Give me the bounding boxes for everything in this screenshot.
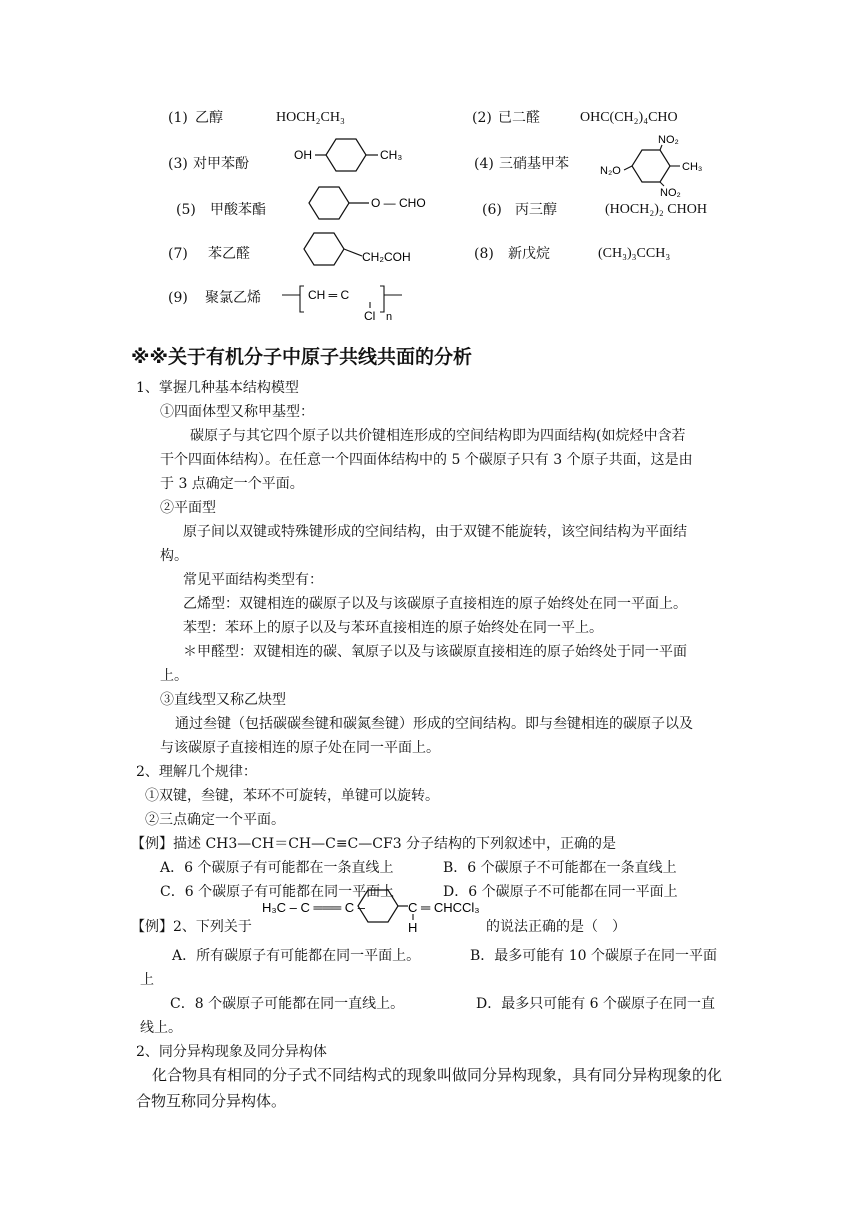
compound-num: (1)	[168, 110, 188, 126]
svg-text:NO₂: NO₂	[660, 187, 681, 198]
compound-num: (2)	[472, 110, 492, 126]
text-line: ②三点确定一个平面。	[145, 812, 285, 828]
option-a: A．6 个碳原子有可能都在一条直线上	[160, 860, 394, 876]
option-d-cont: 线上。	[140, 1020, 182, 1036]
svg-text:n: n	[386, 311, 393, 323]
phenyl-formate-structure	[305, 184, 435, 224]
compound-num: (4)	[474, 156, 494, 172]
text-line: 干个四面体结构）。在任意一个四面体结构中的 5 个碳原子只有 3 个原子共面，这是由	[160, 452, 693, 468]
text-line: 与该碳原子直接相连的原子处在同一平面上。	[160, 740, 440, 756]
compound-name: 乙醇	[195, 110, 223, 126]
svg-text:CH₂COH: CH₂COH	[362, 250, 411, 264]
text-line: 苯型：苯环上的原子以及与苯环直接相连的原子始终处在同一平上。	[183, 620, 603, 636]
text-line: 乙烯型：双键相连的碳原子以及与该碳原子直接相连的原子始终处在同一平面上。	[183, 596, 687, 612]
option-b-cont: 上	[140, 972, 154, 988]
compound-formula: HOCH₂CH₃	[276, 110, 345, 125]
svg-text:CH ═ C: CH ═ C	[308, 288, 350, 302]
option-d: D．6 个碳原子不可能都在同一平面上	[443, 884, 678, 900]
question-stem-prefix: 【例】2、下列关于	[131, 919, 252, 935]
compound-num: (8)	[474, 246, 494, 262]
question-stem: 【例】描述 CH3—CH＝CH—C≡C—CF3 分子结构的下列叙述中，正确的是	[131, 836, 617, 852]
compound-name: 丙三醇	[515, 202, 557, 218]
compound-num: (5)	[176, 202, 196, 218]
compound-name: 新戊烷	[508, 246, 550, 262]
subheading: ①四面体型又称甲基型：	[160, 404, 314, 420]
compound-formula: (CH₃)₃CCH₃	[598, 246, 671, 261]
text-line: ＊甲醛型：双键相连的碳、氧原子以及与该碳原直接相连的原子始终处于同一平面	[183, 644, 687, 660]
compound-num: (3)	[168, 156, 188, 172]
option-b: B．最多可能有 10 个碳原子在同一平面	[470, 948, 718, 964]
svg-text:N₂O: N₂O	[600, 165, 621, 177]
tnt-structure	[598, 128, 708, 198]
subheading: 2、理解几个规律：	[136, 764, 257, 780]
text-line: 原子间以双键或特殊键形成的空间结构，由于双键不能旋转，该空间结构为平面结	[183, 524, 687, 540]
compound-name: 聚氯乙烯	[205, 290, 261, 306]
option-d: D．最多只可能有 6 个碳原子在同一直	[476, 996, 716, 1012]
text-line: 常见平面结构类型有：	[183, 572, 323, 588]
option-b: B．6 个碳原子不可能都在一条直线上	[443, 860, 677, 876]
option-c: C．8 个碳原子可能都在同一直线上。	[170, 996, 405, 1012]
compound-num: (7)	[168, 246, 188, 262]
subheading: 1、掌握几种基本结构模型	[136, 380, 299, 396]
phenylacetaldehyde-structure	[300, 230, 430, 270]
compound-name: 苯乙醛	[208, 246, 250, 262]
option-a: A．所有碳原子有可能都在同一平面上。	[172, 948, 421, 964]
question-stem-suffix: 的说法正确的是（ ）	[486, 919, 626, 935]
svg-text:C ═ CHCCl₃: C ═ CHCCl₃	[408, 900, 480, 915]
section-title: ※※关于有机分子中原子共线共面的分析	[131, 346, 472, 368]
text-line: 碳原子与其它四个原子以共价键相连形成的空间结构即为四面结构(如烷烃中含若	[190, 428, 686, 444]
svg-text:H₃C – C ═══ C –: H₃C – C ═══ C –	[262, 900, 365, 915]
compound-name: 对甲苯酚	[193, 156, 249, 172]
text-line: ①双键，叁键，苯环不可旋转，单键可以旋转。	[145, 788, 439, 804]
compound-num: (9)	[168, 290, 188, 306]
subheading: ②平面型	[160, 500, 216, 516]
svg-text:H: H	[408, 920, 418, 935]
subheading: 2、同分异构现象及同分异构体	[136, 1044, 327, 1060]
text-line: 合物互称同分异构体。	[136, 1092, 287, 1110]
svg-text:CH₃: CH₃	[682, 161, 703, 173]
text-line: 于 3 点确定一个平面。	[160, 476, 304, 492]
subheading: ③直线型又称乙炔型	[160, 692, 286, 708]
text-line: 上。	[160, 668, 188, 684]
text-line: 化合物具有相同的分子式不同结构式的现象叫做同分异构现象，具有同分异构现象的化	[152, 1066, 723, 1084]
text-line: 通过叁键（包括碳碳叁键和碳氮叁键）形成的空间结构。即与叁键相连的碳原子以及	[175, 716, 693, 732]
compound-name: 三硝基甲苯	[499, 156, 569, 172]
molecule-structure	[258, 886, 488, 942]
option-c: C．6 个碳原子有可能都在同一平面上	[160, 884, 395, 900]
compound-name: 甲酸苯酯	[210, 202, 266, 218]
svg-text:Cl: Cl	[364, 309, 376, 323]
svg-text:CH₃: CH₃	[380, 148, 403, 162]
svg-text:O — CHO: O — CHO	[371, 196, 426, 210]
compound-name: 已二醛	[498, 110, 540, 126]
svg-text:NO₂: NO₂	[658, 134, 679, 146]
compound-num: (6)	[482, 202, 502, 218]
svg-text:OH: OH	[294, 148, 312, 162]
compound-formula: (HOCH₂)₂ CHOH	[605, 202, 707, 217]
p-cresol-structure	[290, 136, 430, 176]
text-line: 构。	[160, 548, 188, 564]
pvc-structure	[280, 282, 410, 326]
compound-formula: OHC(CH₂)₄CHO	[580, 110, 678, 125]
